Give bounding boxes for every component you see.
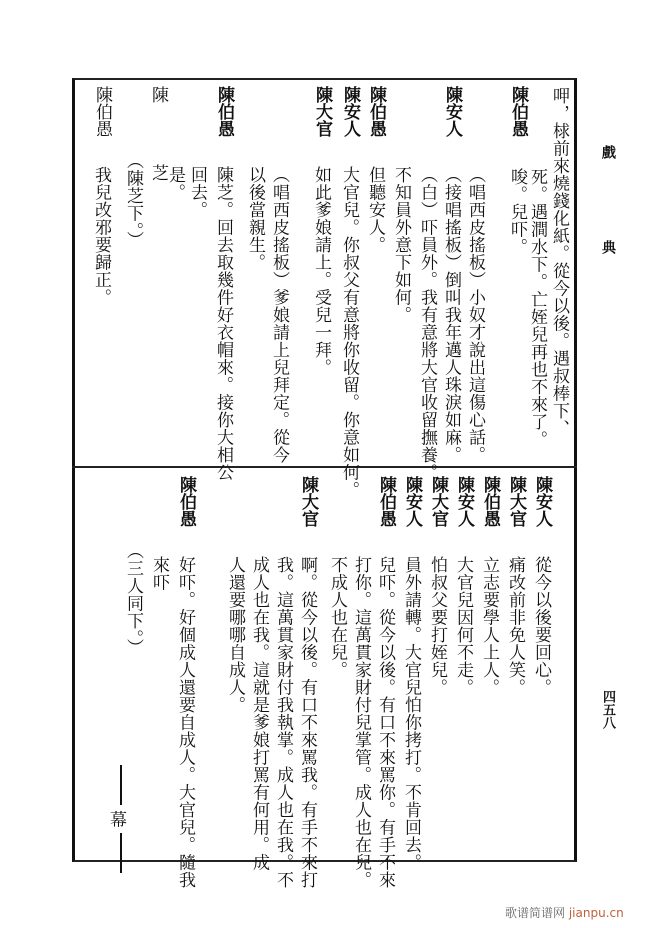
dialogue-line: 不知員外意下如何。 [391,166,411,324]
speaker-name: 陳伯愚 [366,86,386,137]
dialogue-line: 立志要學人上人。 [479,556,499,696]
dialogue-line: 我兒改邪要歸正。 [91,166,111,306]
watermark-url: jianpu.cn [568,906,624,920]
dialogue-line: 員外請轉。大官兒怕你拷打。不肯回去。 [401,556,421,871]
dialogue-line: （白）吓員外。我有意將大官收留撫養。 [417,166,437,481]
speaker-name: 陳伯愚 [508,86,528,137]
speaker-name: 陳安人 [402,476,422,527]
page-number: 四五八 [600,690,615,729]
script-top-section [75,82,574,499]
dialogue-line: 大官兒因何不走。 [453,556,473,696]
dialogue-line: 痛改前非免人笑。 [505,556,525,696]
dialogue-line: 怕叔父要打姪兒。 [427,556,447,696]
spine-title-char-1: 戲 [600,145,616,159]
script-bottom-section [75,472,574,889]
dialogue-line: 如此爹娘請上。受兒一拜。 [311,166,331,376]
stage-direction: （陳芝下。） [123,152,143,249]
dialogue-line: 唆。兒吓。 [507,168,527,256]
speaker-name: 陳伯愚 [480,476,500,527]
curtain-label: 幕 [106,810,126,828]
dialogue-line: 好吓。好個成人還要自成人。大官兒。隨我 [175,556,195,889]
dialogue-line: 啊。從今以後。有口不來罵我。有手不來打 [297,556,317,889]
speaker-name: 陳大官 [312,86,332,137]
speaker-name: 陳安人 [340,86,360,137]
spine-title-char-2: 典 [600,240,616,254]
speaker-name: 陳安人 [532,476,552,527]
dialogue-line: 來吓 [149,556,169,591]
dialogue-line: 成人也在我。這就是爹娘打罵有何用。成 [249,556,269,871]
dialogue-line: 以後當親生。 [245,166,265,271]
speaker-name: 陳大官 [506,476,526,527]
dialogue-line: 回去。 [187,166,207,219]
dialogue-line: 是。 [165,166,185,201]
speaker-name: 陳安人 [442,86,462,137]
speaker-name: 陳伯愚 [92,86,112,137]
rule-line [120,833,122,873]
watermark-site-name: 歌谱简谱网 [505,906,566,920]
speaker-name: 陳大官 [428,476,448,527]
dialogue-line: （接唱搖板）倒叫我年邁人珠淚如麻。 [441,166,461,464]
dialogue-line: （唱西皮搖板）爹娘請上兒拜定。從今 [269,166,289,464]
dialogue-line: 從今以後要回心。 [531,556,551,696]
dialogue-line: 我。這萬貫家財付我執掌。成人也在我。不 [273,556,293,889]
dialogue-line: 呷，梂前來燒錢化紙。從今以後。遇叔棒下、 [549,87,569,437]
speaker-name: 陳伯愚 [176,476,196,527]
speaker-name: 陳伯愚 [376,476,396,527]
speaker-name: 陳大官 [298,476,318,527]
section-divider [72,466,577,468]
curtain-marker [104,765,129,873]
dialogue-line: 大官兒。你叔父有意將你收留。你意如何。 [339,166,359,499]
speaker-name: 陳安人 [454,476,474,527]
dialogue-line: 陳芝。回去取幾件好衣帽來。接你大相公 [213,166,233,481]
dialogue-line: 不成人也在兒。 [327,556,347,679]
dialogue-line: 人還要哪哪自成人。 [225,556,245,714]
watermark [505,904,624,921]
speaker-name: 陳伯愚 [214,86,234,137]
dialogue-line: 打你。這萬貫家財付兒掌管。成人也在兒。 [351,556,371,889]
dialogue-line: 兒吓。從今以後。有口不來罵你。有手不來 [375,556,395,889]
dialogue-line: （唱西皮搖板）小奴才說出這傷心話。 [465,166,485,464]
rule-line [120,765,122,805]
dialogue-line: 死。遇澗水下。亡姪兒再也不來了。 [527,168,547,448]
speaker-name: 陳 芝 [148,86,168,203]
dialogue-line: 但聽安人。 [365,166,385,254]
stage-direction: （三人同下。） [123,542,143,656]
